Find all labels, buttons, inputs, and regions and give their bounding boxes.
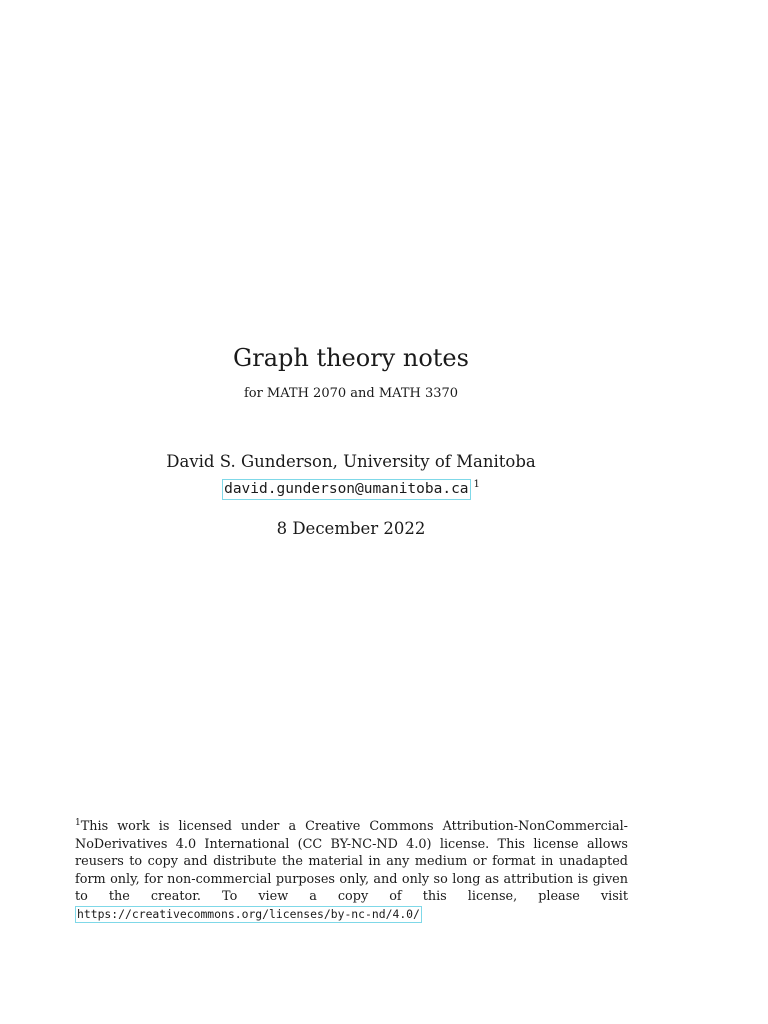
email-link[interactable]: david.gunderson@umanitoba.ca [222,479,470,500]
document-date: 8 December 2022 [276,519,426,538]
license-footnote [75,815,628,924]
document-subtitle: for MATH 2070 and MATH 3370 [243,386,459,401]
footnote-text: This work is licensed under a Creative Commons Attribution-NonCommercial-NoDerivatives 4.0 International (CC BY-NC-ND 4.0) license. This license allows reusers to copy and distribute the material in any medium or format in unadapted form only, for non-commercial purposes only, and only so long as attribution is given to the creator. To view a copy of this license, please visit [75,819,628,905]
license-url-link[interactable]: https://creativecommons.org/licenses/by-nc-nd/4.0/ [77,906,420,921]
footnote-number: 1 [75,818,81,828]
footnote-marker[interactable]: 1 [473,479,480,490]
author-line: David S. Gunderson, University of Manitoba [166,452,536,471]
email-line [0,474,702,500]
document-title: Graph theory notes [233,344,469,372]
